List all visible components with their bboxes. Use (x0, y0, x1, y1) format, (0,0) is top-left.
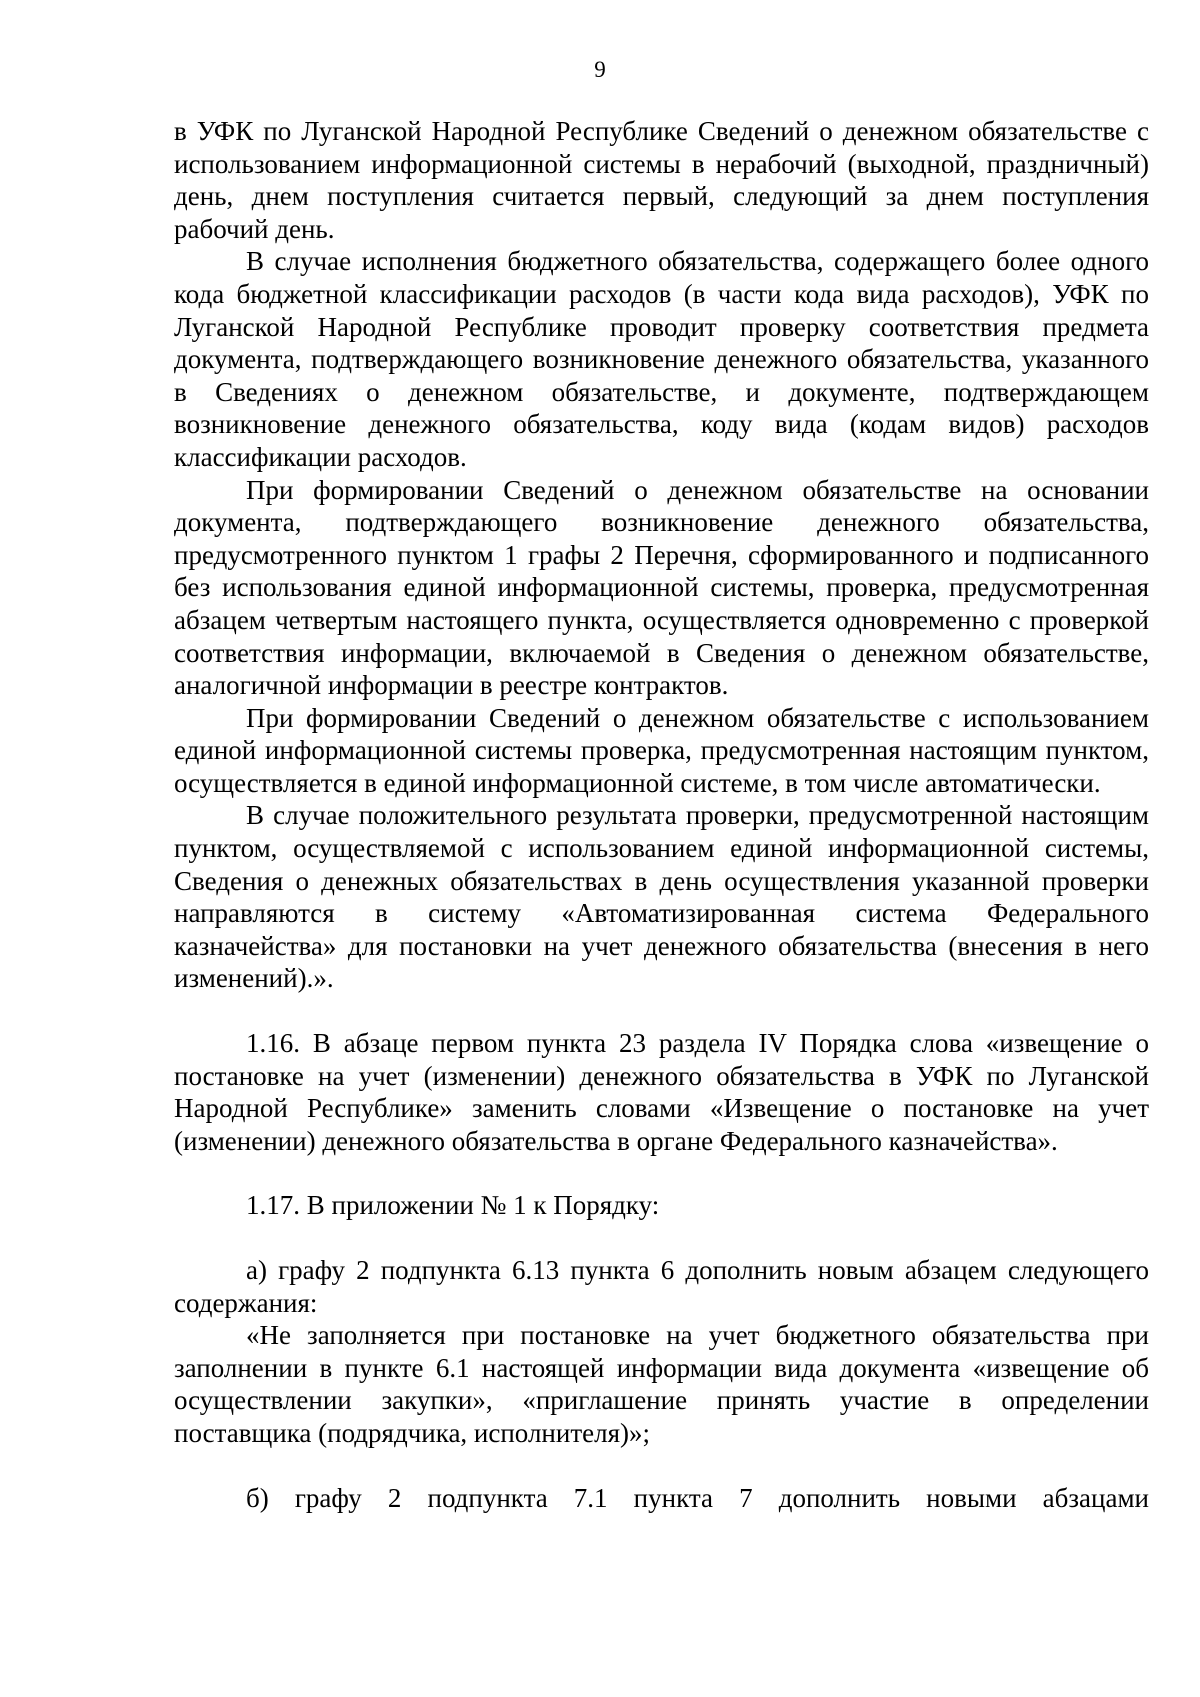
paragraph-continuation: в УФК по Луганской Народной Республике Сведений о денежном обязательстве с использованием информационной системы в нерабочий (выходной, праздничный) день, днем поступления считается первый, следующий за днем поступления рабочий день. (174, 116, 1149, 244)
page-number: 9 (594, 57, 606, 82)
paragraph-quoted-addition: «Не заполняется при постановке на учет бюджетного обязательства при заполнении в пункте 6.1 настоящей информации вида документа «извещение об осуществлении закупки», «приглашение принять участие в определении поставщика (подрядчика, исполнителя)»; (174, 1320, 1149, 1448)
paragraph-item-1-16: 1.16. В абзаце первом пункта 23 раздела IV Порядка слова «извещение о постановке на учет (изменении) денежного обязательства в УФК по Луганской Народной Республике» заменить словами «Извещение о постановке на учет (изменении) денежного обязательства в органе Федерального казначейства». (174, 1028, 1149, 1156)
paragraph-positive-result: В случае положительного результата проверки, предусмотренной настоящим пунктом, осуществляемой с использованием единой информационной системы, Сведения о денежных обязательствах в день осуществления указанной проверки направляются в систему «Автоматизированная система Федерального казначейства» для постановки на учет денежного обязательства (внесения в него изменений).». (174, 800, 1149, 994)
paragraph-contract-registry-check: При формировании Сведений о денежном обязательстве на основании документа, подтверждающего возникновение денежного обязательства, предусмотренного пунктом 1 графы 2 Перечня, сформированного и подписанного без использования единой информационной системы, проверка, предусмотренная абзацем четвертым настоящего пункта, осуществляется одновременно с проверкой соответствия информации, включаемой в Сведения о денежном обязательстве, аналогичной информации в реестре контрактов. (174, 474, 1149, 701)
paragraph-subitem-b: б) графу 2 подпункта 7.1 пункта 7 дополнить новыми абзацами (246, 1482, 1149, 1513)
paragraph-unified-system-check: При формировании Сведений о денежном обязательстве с использованием единой информационной системы проверка, предусмотренная настоящим пунктом, осуществляется в единой информационной системе, в том числе автоматически. (174, 702, 1149, 798)
paragraph-subitem-a: а) графу 2 подпункта 6.13 пункта 6 дополнить новым абзацем следующего содержания: (174, 1255, 1149, 1318)
document-body (174, 115, 1149, 1514)
paragraph-multiple-codes-check: В случае исполнения бюджетного обязательства, содержащего более одного кода бюджетной классификации расходов (в части кода вида расходов), УФК по Луганской Народной Республике проводит проверку соответствия предмета документа, подтверждающего возникновение денежного обязательства, указанного в Сведениях о денежном обязательстве, и документе, подтверждающем возникновение денежного обязательства, коду вида (кодам видов) расходов классификации расходов. (174, 246, 1149, 472)
paragraph-item-1-17: 1.17. В приложении № 1 к Порядку: (246, 1190, 660, 1221)
